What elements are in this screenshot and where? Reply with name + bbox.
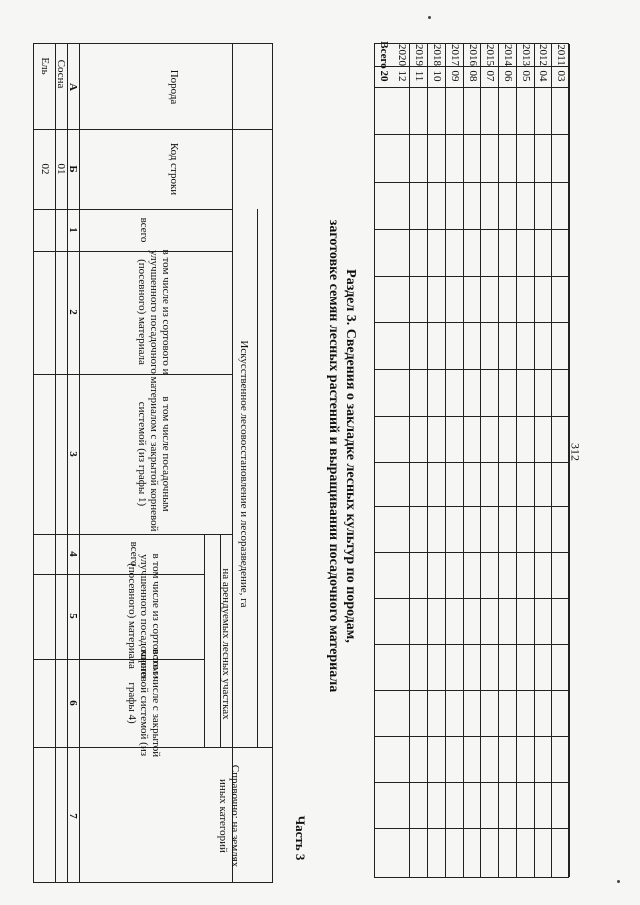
row-year-label: 2012 — [537, 44, 550, 66]
table-row — [481, 44, 499, 877]
scan-speck — [617, 880, 620, 883]
row-year-label: 2011 — [555, 44, 568, 66]
table-row — [446, 44, 464, 877]
row-year-label: 2015 — [484, 44, 497, 66]
col-improved-header: в том числе из сортового и улучшенного посадочного (посевного) материала — [136, 249, 172, 375]
col-reference-header: Справочно: на землях иных категорий — [217, 764, 241, 868]
row-year-label: 2016 — [466, 44, 479, 66]
row-year-label: Всего — [377, 41, 390, 69]
col-number: 5 — [67, 613, 79, 619]
table-divider — [34, 374, 232, 375]
col-improved-2-header: в том числе из сортового и улучшенного посадочного (посевного) материала — [126, 553, 162, 679]
col-total-header: всего — [138, 217, 150, 243]
table-row — [428, 44, 446, 877]
table-divider — [79, 44, 80, 882]
row-code: 04 — [537, 70, 550, 82]
group-header: Искусственное лесовосстановление и лесоразведение, га — [238, 340, 250, 608]
table-row — [393, 44, 411, 877]
row-code: 12 — [395, 70, 408, 82]
section-title-line1: Раздел 3. Сведения о закладке лесных культур по породам, — [343, 269, 358, 643]
row-year-label: 2017 — [448, 44, 461, 66]
col-number: 1 — [67, 227, 79, 233]
subgroup-header: на арендуемых лесных участках — [220, 568, 232, 720]
col-number: А — [67, 83, 79, 91]
table-divider — [34, 129, 272, 130]
col-number: Б — [67, 165, 79, 173]
table-row — [535, 44, 553, 877]
row-code: 08 — [466, 70, 479, 82]
row-species-label: Сосна — [55, 59, 67, 89]
table-row — [410, 44, 428, 877]
page-number: 312 — [568, 443, 583, 461]
col-total-2-header: всего — [128, 541, 140, 567]
row-code: 07 — [484, 70, 497, 82]
row-code: 06 — [501, 70, 514, 82]
table-divider — [34, 209, 232, 210]
col-closed-root-2-header: в том числе с закрытой корневой системой (из графы 4) — [126, 648, 162, 758]
col-number: 2 — [67, 309, 79, 315]
year-table — [374, 43, 569, 878]
table-divider — [34, 251, 232, 252]
col-closed-root-header: в том числе посадочным материалом с закрытой корневой системой (из графы 1) — [136, 376, 172, 532]
row-year-label: 2014 — [501, 44, 514, 66]
col-species-header: Порода — [168, 69, 180, 105]
row-code: 11 — [413, 70, 426, 82]
table-row — [517, 44, 535, 877]
table-row — [464, 44, 482, 877]
row-code: 02 — [39, 163, 51, 175]
row-code: 20 — [377, 70, 390, 82]
row-code: 03 — [555, 70, 568, 82]
table-divider — [34, 574, 204, 575]
part-label: Часть 3 — [293, 815, 308, 861]
row-year-label: 2013 — [519, 44, 532, 66]
species-table — [33, 43, 273, 883]
col-number: 7 — [67, 813, 79, 819]
table-row — [499, 44, 517, 877]
row-year-label: 2018 — [431, 44, 444, 66]
col-number: 6 — [67, 700, 79, 706]
table-row — [552, 44, 570, 877]
col-number: 4 — [67, 551, 79, 557]
row-code: 10 — [431, 70, 444, 82]
table-row — [375, 44, 393, 877]
scan-speck — [428, 16, 431, 19]
col-code-header: Код строки — [168, 142, 180, 196]
section-title-line2: заготовке семян лесных растений и выращивании посадочного материала — [326, 219, 341, 693]
row-code: 01 — [55, 163, 67, 175]
row-species-label: Ель — [39, 57, 51, 75]
col-number: 3 — [67, 451, 79, 457]
row-code: 09 — [448, 70, 461, 82]
table-divider — [34, 659, 204, 660]
table-divider — [204, 534, 205, 747]
row-year-label: 2019 — [413, 44, 426, 66]
table-divider — [257, 209, 258, 747]
row-code: 05 — [519, 70, 532, 82]
section-title — [325, 220, 359, 692]
row-year-label: 2020 — [395, 44, 408, 66]
